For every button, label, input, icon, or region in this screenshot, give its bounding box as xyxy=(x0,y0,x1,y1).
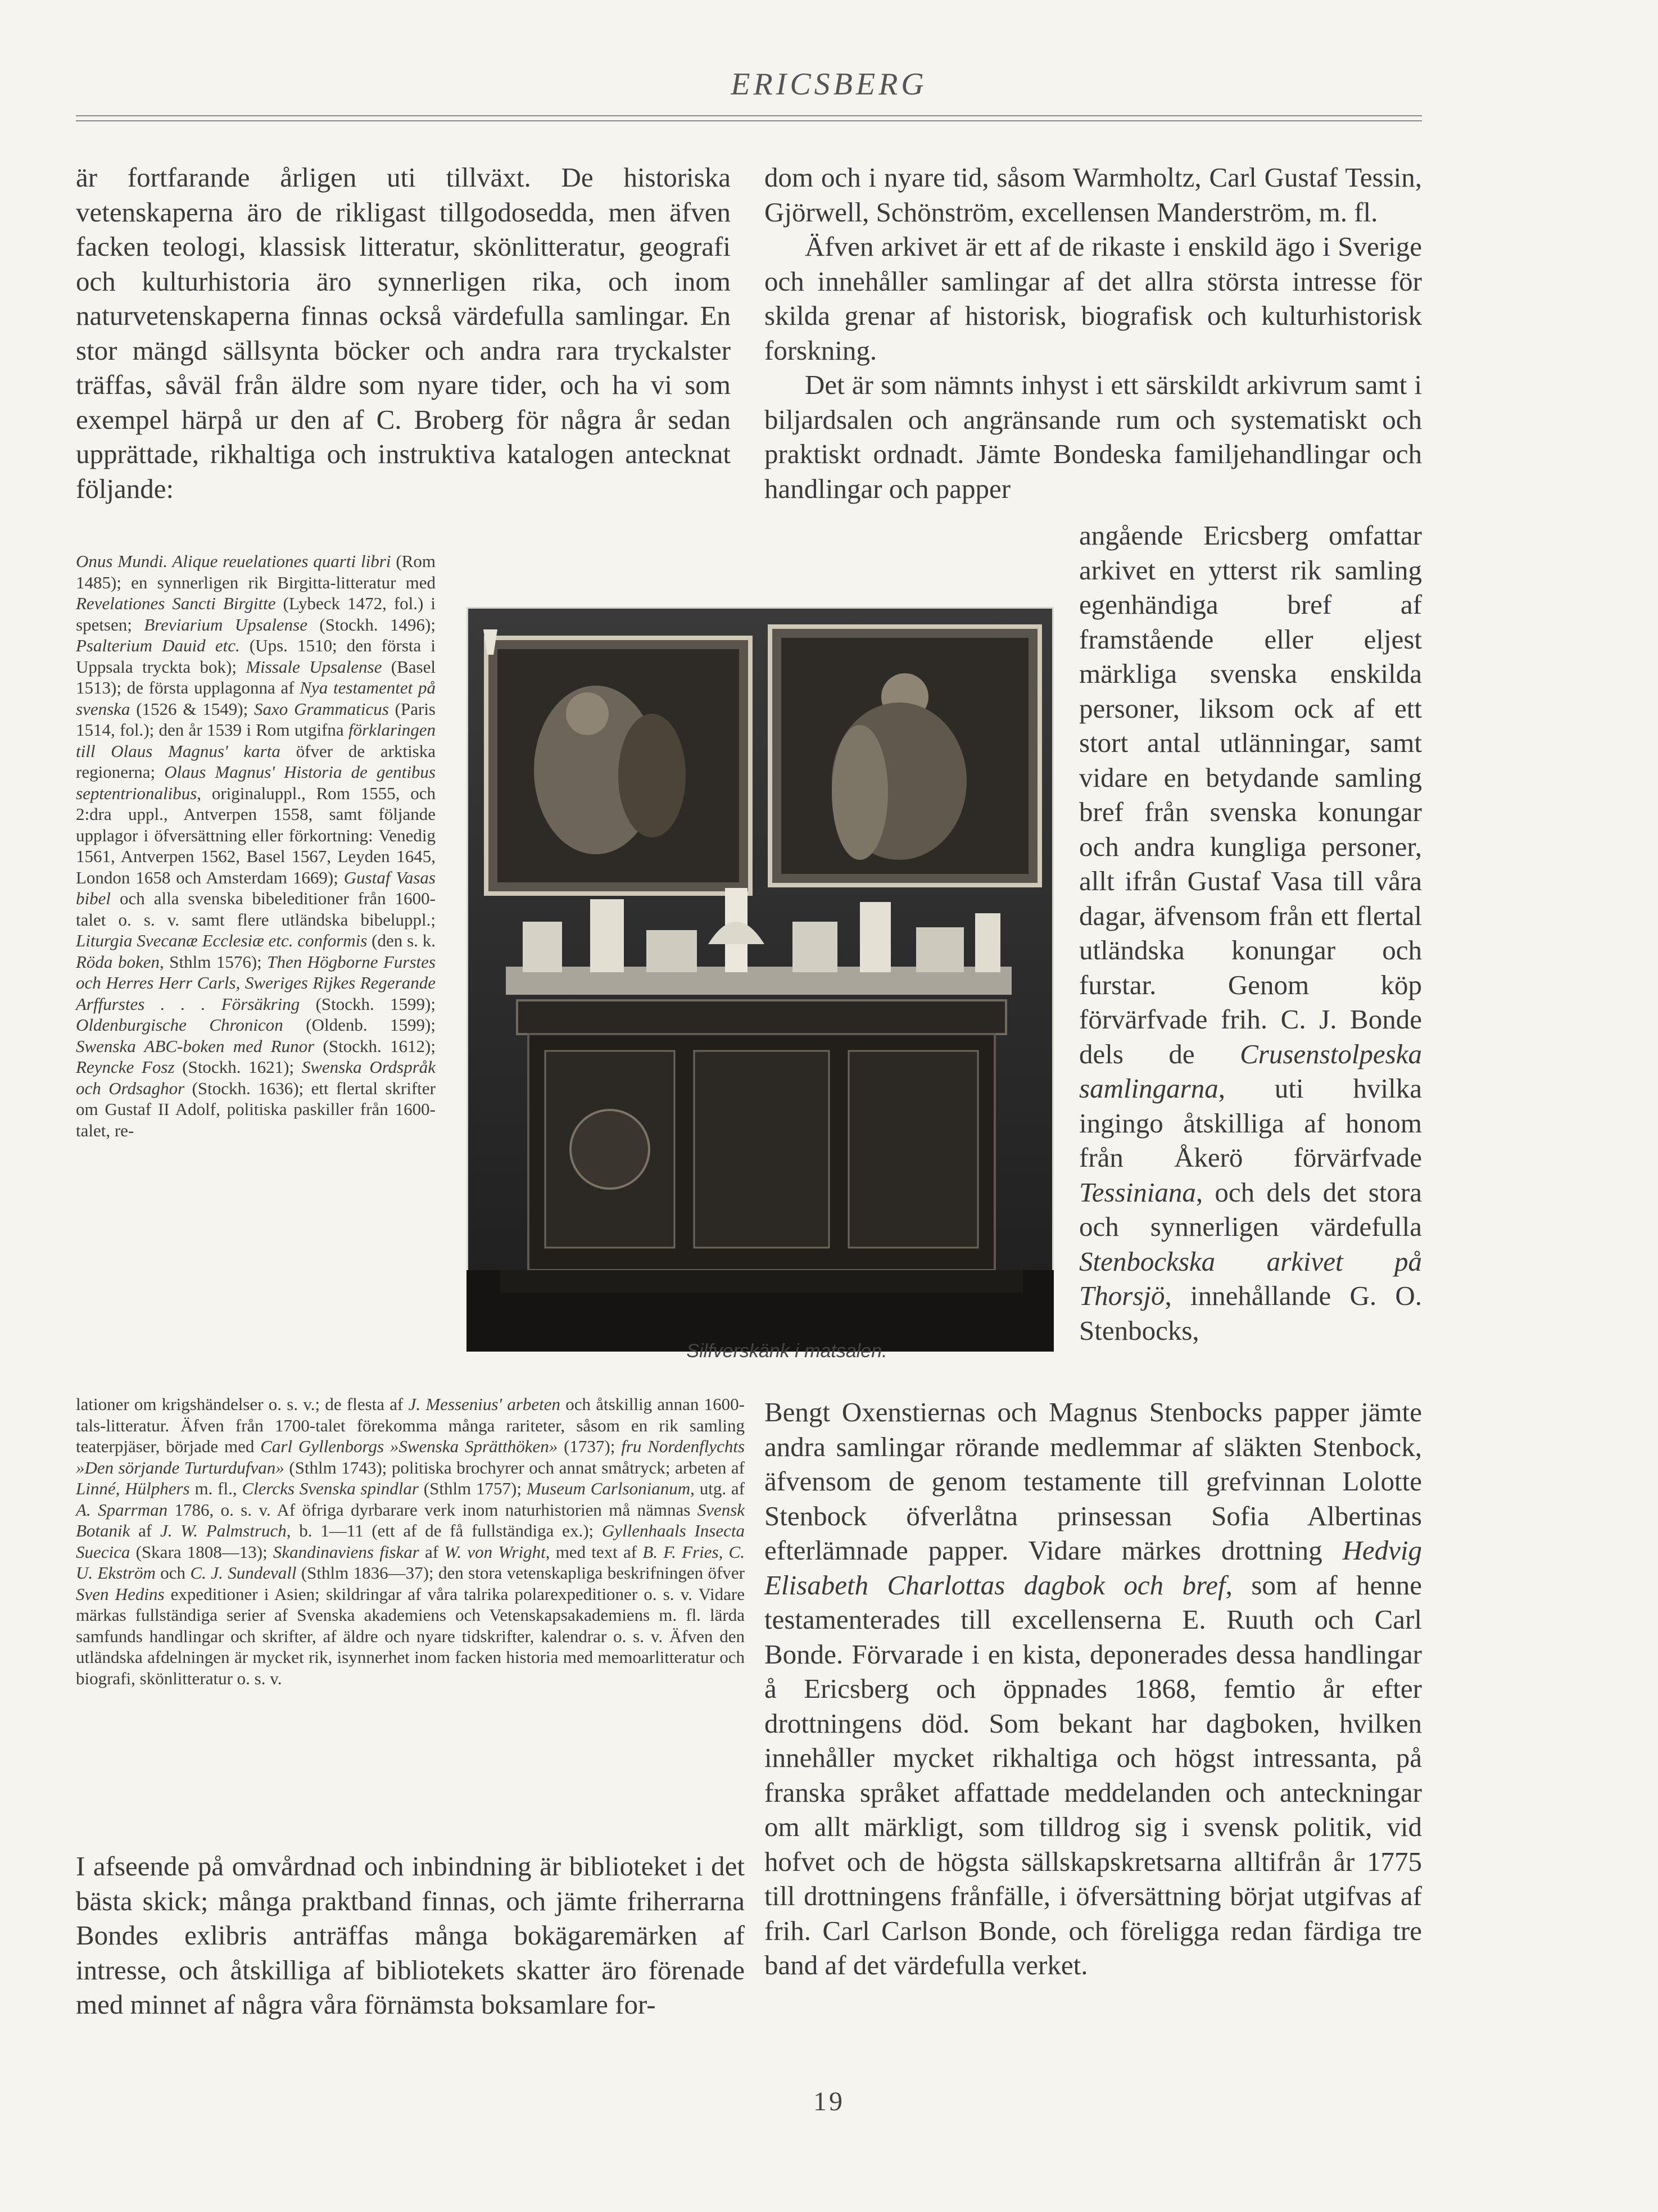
catalogue-title: Museum Carlsonianum xyxy=(526,1479,691,1498)
catalogue-text: och alla svenska bibeleditioner från 1600-talet o. s. v. samt flere utländska bibeluppl.; xyxy=(76,889,436,930)
catalogue-text: (Stockh. 1636); ett flertal skrifter om Gustaf II Adolf, politiska paskiller från 1600-talet, re- xyxy=(76,1078,436,1140)
catalogue-paragraph xyxy=(76,1394,745,1689)
right-column-bottom xyxy=(764,1395,1422,1983)
paragraph xyxy=(764,1395,1422,1983)
running-header: ERICSBERG xyxy=(731,67,927,102)
catalogue-text: (Stockh. 1599); xyxy=(300,994,436,1014)
catalogue-title: W. von Wright xyxy=(444,1542,546,1562)
paragraph: Äfven arkivet är ett af de rikaste i enskild ägo i Sverige och innehåller samlingar af det allra största intresse för skilda grenar af historisk, biografisk och kulturhistorisk forskning. xyxy=(764,231,1422,366)
text-run: , som af henne testamenterades till excellenserna E. Ruuth och Carl Bonde. Förvarade i en kista, deponerades dessa handlingar å Ericsberg och öppnades 1868, femtio år efter drottningens död. Som bekant har dagboken, hvilken innehåller mycket rikhaltiga och högst intressanta, på franska språket affattade meddelanden och anteckningar om allt märkligt, som tilldrog sig i svensk politik, vid hofvet och de högsta sällskapskretsarna alltifrån år 1775 till drottningens frånfälle, i öfversättning börjat utgifvas af frih. Carl Carlson Bonde, och föreligga redan färdiga tre band af det värdefulla verket. xyxy=(764,1569,1422,1980)
catalogue-text: (Skara 1808—13); xyxy=(130,1542,273,1562)
catalogue-text: , Sthlm 1576); xyxy=(159,951,268,972)
catalogue-text: (1526 & 1549); xyxy=(130,699,255,719)
italic-title: Stenbockska arkivet på Thorsjö xyxy=(1079,1245,1422,1311)
catalogue-title: Breviarium Upsalense xyxy=(144,614,307,634)
catalogue-title: Gyllenhaals Insecta Suecica xyxy=(76,1521,745,1562)
page-number: 19 xyxy=(813,2087,845,2116)
catalogue-title: Liturgia Svecanæ Ecclesiæ etc. conformis xyxy=(76,931,368,950)
catalogue-title: B. F. Fries, C. U. Ekström xyxy=(76,1542,745,1583)
catalogue-text: expeditioner i Asien; skildringar af våra talrika polarexpeditioner o. s. v. Vidare märkas fullständiga serier af Svenska akademiens och Vetenskapsakademiens m. fl. lärda samfunds handlingar och skrifter, af äldre och nyare tidskrifter, kalendrar o. s. v. Äfven den utländska afdelningen är mycket rik, isynnerhet inom facken historia med memoarlitteratur och biografi, skönlitteratur o. s. v. xyxy=(76,1584,745,1688)
catalogue-text: (Stockh. 1621); xyxy=(174,1057,302,1077)
catalogue-text: (den s. k. xyxy=(367,931,436,950)
paragraph: I afseende på omvårdnad och inbindning är biblioteket i det bästa skick; många praktband finnas, och jämte friherrarna Bondes exlibris anträffas många bokägaremärken af intresse, och åtskilliga af bibliotekets skatter äro förenade med minnet af några våra förnämsta boksamlare for- xyxy=(76,1851,745,2020)
catalogue-title: A. Sparrman xyxy=(76,1499,168,1520)
catalogue-text: , b. 1—11 (ett af de få fullständiga ex.); xyxy=(286,1521,602,1540)
catalogue-paragraph xyxy=(76,551,436,1141)
catalogue-title: Revelationes Sancti Birgitte xyxy=(76,593,276,613)
catalogue-title: Linné, Hülphers xyxy=(76,1479,190,1498)
catalogue-text: (Sthlm 1757); xyxy=(418,1479,527,1498)
catalogue-text: (Sthlm 1743); politiska brochyrer och annat småtryck; arbeten af xyxy=(284,1457,745,1477)
paragraph: dom och i nyare tid, såsom Warmholtz, Carl Gustaf Tessin, Gjörwell, Schönström, excellensen Manderström, m. fl. xyxy=(764,162,1422,228)
catalogue-title: C. J. Sundevall xyxy=(190,1563,297,1583)
text-run: angående Ericsberg omfattar arkivet en ytterst rik samling egenhändiga bref af framstående eller eljest märkliga svenska enskilda personer, liksom ock af ett stort antal utlänningar, samt vidare en betydande samling bref från svenska konungar och andra kungliga personer, allt ifrån Gustaf Vasa till våra dagar, äfvensom från ett flertal utländska konungar och furstar. Genom köp förvärfvade frih. C. J. Bonde dels de xyxy=(1079,520,1422,1069)
catalogue-notes-left xyxy=(76,551,436,1141)
catalogue-title: fru Nordenflychts »Den sörjande Turturdufvan» xyxy=(76,1436,745,1477)
header-rule xyxy=(76,120,1422,121)
paragraph xyxy=(1079,518,1422,1348)
catalogue-title: Clercks Svenska spindlar xyxy=(242,1479,419,1498)
catalogue-text: (Basel 1513); de första upplagonna af xyxy=(76,656,436,697)
catalogue-text: och xyxy=(155,1563,191,1583)
catalogue-title: Saxo Grammaticus xyxy=(254,699,389,719)
catalogue-title: Carl Gyllenborgs »Swenska Sprätthöken» xyxy=(260,1436,558,1456)
catalogue-text: af xyxy=(130,1521,161,1540)
text-run: , uti hvilka ingingo åtskilliga af honom från Åkerö förvärfvade xyxy=(1079,1073,1422,1173)
figure-caption: Silfverskänk i matsalen. xyxy=(686,1340,887,1362)
catalogue-text: (Stockh. 1496); xyxy=(307,614,436,634)
sideboard-photo-illustration xyxy=(466,607,1054,1352)
italic-title: Tessiniana xyxy=(1079,1176,1196,1208)
catalogue-title: J. W. Palmstruch xyxy=(160,1521,287,1540)
catalogue-text: (Lybeck 1472, fol.) i spetsen; xyxy=(76,593,436,634)
right-column-wrap-text xyxy=(1079,518,1422,1348)
catalogue-text: och åtskillig annan 1600-tals-litteratur. Äfven från 1700-talet förekomma många rariteter, såsom en rik samling teaterpjäser, började med xyxy=(76,1394,745,1456)
italic-title: Crusenstolpeska samlingarna xyxy=(1079,1038,1422,1104)
catalogue-text: lationer om krigshändelser o. s. v.; de flesta af xyxy=(76,1394,409,1414)
catalogue-title: Röda boken xyxy=(76,951,160,972)
catalogue-title: Swenska Ordspråk och Ordsaghor xyxy=(76,1057,436,1098)
left-column-bottom xyxy=(76,1849,745,2022)
paragraph: Det är som nämnts inhyst i ett särskildt arkivrum samt i biljardsalen och angränsande rum och systematiskt och praktiskt ordnadt. Jämte Bondeska familjehandlingar och handlingar och papper xyxy=(764,369,1422,504)
catalogue-text: , originaluppl., Rom 1555, och 2:dra uppl., Antverpen 1558, samt följande upplagor i öfversättning eller förkortning: Venedig 1561, Antverpen 1562, Basel 1567, Leyden 1645, London 1658 och Amsterdam 1669); xyxy=(76,783,436,887)
catalogue-title: Then Högborne Furstes och Herres Herr Carls, Sweriges Rijkes Regerande Arffurstes . . . Försäkring xyxy=(76,951,436,1014)
left-column-top xyxy=(76,160,731,506)
figure-photo xyxy=(466,607,1054,1352)
catalogue-text: (Oldenb. 1599); xyxy=(283,1015,436,1035)
catalogue-text: (Sthlm 1836—37); den stora vetenskapliga beskrifningen öfver xyxy=(296,1563,745,1583)
catalogue-title: Nya testamentet på svenska xyxy=(76,678,436,719)
catalogue-notes-full xyxy=(76,1394,745,1689)
catalogue-title: Olaus Magnus' Historia de gentibus septentrionalibus xyxy=(76,762,436,803)
text-run: , och dels det stora och synnerligen värdefulla xyxy=(1079,1176,1422,1242)
catalogue-text: öfver de arktiska regionerna; xyxy=(76,741,436,782)
text-run: Bengt Oxenstiernas och Magnus Stenbocks papper jämte andra samlingar rörande medlemmar af släkten Stenbock, äfvensom de genom testamente till grefvinnan Lolotte Stenbock öfverlåtna prinsessan Sofia Albertinas efterlämnade papper. Vidare märkes drottning xyxy=(764,1397,1422,1566)
catalogue-text: , med text af xyxy=(545,1542,643,1562)
catalogue-text: (Stockh. 1612); xyxy=(314,1036,436,1056)
catalogue-text: af xyxy=(419,1542,445,1562)
catalogue-title: Swenska ABC-boken med Runor xyxy=(76,1036,315,1056)
catalogue-title: Reyncke Fosz xyxy=(76,1057,175,1077)
catalogue-text: (Ups. 1510; den första i Uppsala tryckta bok); xyxy=(76,636,436,677)
catalogue-text: (1737); xyxy=(558,1436,622,1456)
catalogue-title: Gustaf Vasas bibel xyxy=(76,867,436,908)
catalogue-title: Svensk Botanik xyxy=(76,1499,745,1540)
catalogue-title: Skandinaviens fiskar xyxy=(273,1542,419,1562)
catalogue-text: , utg. af xyxy=(690,1479,745,1498)
catalogue-text: (Rom 1485); en synnerligen rik Birgitta-litteratur med xyxy=(76,551,436,592)
header-rule xyxy=(76,115,1422,116)
catalogue-title: Oldenburgische Chronicon xyxy=(76,1015,283,1035)
catalogue-text: m. fl., xyxy=(189,1479,242,1498)
catalogue-title: Sven Hedins xyxy=(76,1584,165,1604)
catalogue-text: 1786, o. s. v. Af öfriga dyrbarare verk inom naturhistorien må nämnas xyxy=(167,1499,697,1520)
catalogue-title: J. Messenius' arbeten xyxy=(408,1394,561,1414)
catalogue-text: (Paris 1514, fol.); den år 1539 i Rom utgifna xyxy=(76,699,436,740)
italic-title: Hedvig Elisabeth Charlottas dagbok och bref xyxy=(764,1535,1422,1601)
catalogue-title: Missale Upsalense xyxy=(246,656,382,677)
right-column-top xyxy=(764,160,1422,506)
catalogue-title: förklaringen till Olaus Magnus' karta xyxy=(76,720,436,761)
paragraph: är fortfarande årligen uti tillväxt. De historiska vetenskaperna äro de rikligast tillgodosedda, men äfven facken teologi, klassisk litteratur, skönlitteratur, geografi och kulturhistoria äro synnerligen rika, och inom naturvetenskaperna finnas också värdefulla samlingar. En stor mängd sällsynta böcker och andra rara tryckalster träffas, såväl från äldre som nyare tider, och ha vi som exempel härpå ur den af C. Broberg för några år sedan upprättade, rikhaltiga och instruktiva katalogen antecknat följande: xyxy=(76,162,731,504)
catalogue-title: Onus Mundi. Alique reuelationes quarti libri xyxy=(76,551,391,571)
catalogue-title: Psalterium Dauid etc. xyxy=(76,636,240,655)
text-run: , innehållande G. O. Stenbocks, xyxy=(1079,1280,1422,1346)
